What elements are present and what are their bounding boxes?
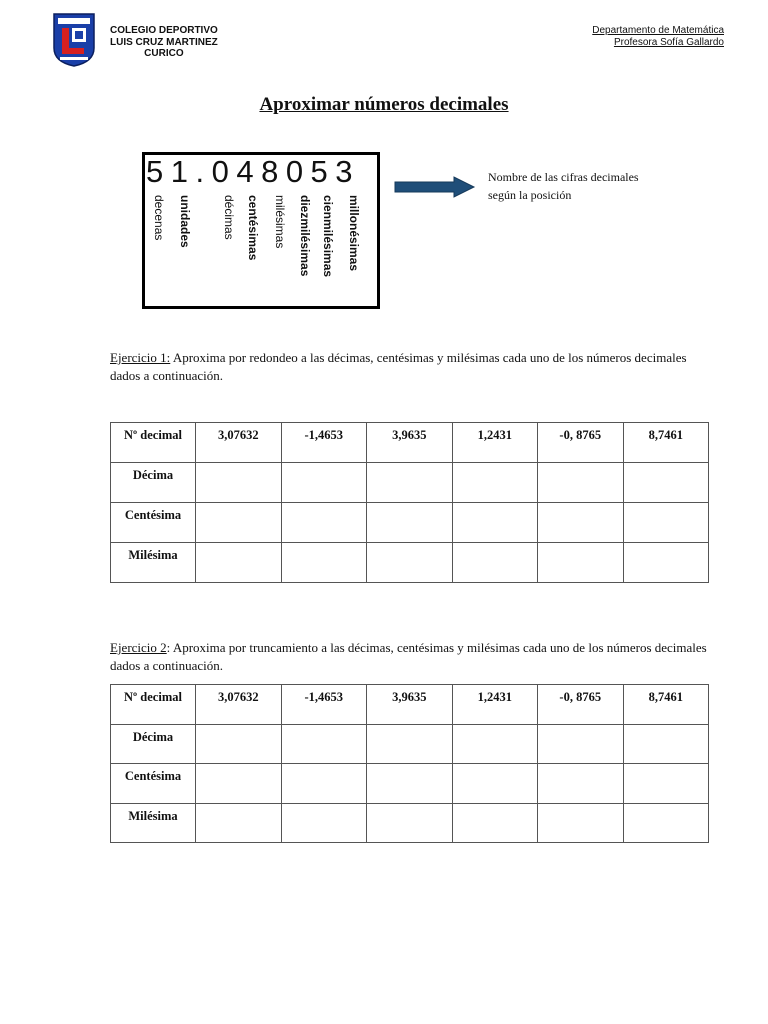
number-cell: 1,2431 xyxy=(452,685,538,725)
answer-cell[interactable] xyxy=(281,724,367,764)
place-millonesimas: millonésimas xyxy=(347,195,361,272)
row-label-milesima: Milésima xyxy=(111,543,196,583)
number-cell: -0, 8765 xyxy=(538,685,624,725)
answer-cell[interactable] xyxy=(196,543,282,583)
answer-cell[interactable] xyxy=(452,463,538,503)
answer-cell[interactable] xyxy=(367,764,453,804)
table-row xyxy=(111,764,709,804)
diagram-note xyxy=(488,168,639,204)
answer-cell[interactable] xyxy=(538,503,624,543)
exercise-2-text: : Aproxima por truncamiento a las décimas, centésimas y milésimas cada uno de los números decimales dados a continuación. xyxy=(110,640,707,673)
diagram-note-line-1: Nombre de las cifras decimales xyxy=(488,170,639,184)
diagram-note-line-2: según la posición xyxy=(488,188,572,202)
place-decenas: decenas xyxy=(152,195,166,241)
answer-cell[interactable] xyxy=(196,803,282,843)
answer-cell[interactable] xyxy=(367,543,453,583)
exercise-2-table xyxy=(110,684,709,843)
answer-cell[interactable] xyxy=(281,503,367,543)
answer-cell[interactable] xyxy=(281,764,367,804)
answer-cell[interactable] xyxy=(367,503,453,543)
answer-cell[interactable] xyxy=(623,503,709,543)
exercise-1-instructions xyxy=(110,349,710,385)
answer-cell[interactable] xyxy=(538,724,624,764)
answer-cell[interactable] xyxy=(452,803,538,843)
school-name-line-3: CURICO xyxy=(144,48,184,59)
row-label-decima: Décima xyxy=(111,724,196,764)
answer-cell[interactable] xyxy=(196,764,282,804)
number-cell: 3,07632 xyxy=(196,423,282,463)
answer-cell[interactable] xyxy=(538,543,624,583)
school-crest-icon xyxy=(52,12,96,68)
answer-cell[interactable] xyxy=(281,803,367,843)
number-cell: -1,4653 xyxy=(281,685,367,725)
row-label-centesima: Centésima xyxy=(111,503,196,543)
answer-cell[interactable] xyxy=(281,543,367,583)
page-title: Aproximar números decimales xyxy=(259,94,509,115)
number-cell: 8,7461 xyxy=(623,423,709,463)
table-row xyxy=(111,724,709,764)
number-cell: 3,9635 xyxy=(367,423,453,463)
table-header-row xyxy=(111,423,709,463)
exercise-1-text: Aproxima por redondeo a las décimas, centésimas y milésimas cada uno de los números decimales dados a continuación. xyxy=(110,350,687,383)
header-cell: Nº decimal xyxy=(111,685,196,725)
answer-cell[interactable] xyxy=(367,803,453,843)
number-cell: 3,9635 xyxy=(367,685,453,725)
table-header-row xyxy=(111,685,709,725)
school-name-line-2: LUIS CRUZ MARTINEZ xyxy=(110,36,218,48)
row-label-milesima: Milésima xyxy=(111,803,196,843)
exercise-2-instructions xyxy=(110,639,710,675)
number-cell: -1,4653 xyxy=(281,423,367,463)
header-cell: Nº decimal xyxy=(111,423,196,463)
answer-cell[interactable] xyxy=(623,543,709,583)
diagram-number: 51.048053 xyxy=(146,154,361,189)
answer-cell[interactable] xyxy=(452,543,538,583)
teacher-name: Profesora Sofía Gallardo xyxy=(613,37,724,48)
answer-cell[interactable] xyxy=(538,463,624,503)
answer-cell[interactable] xyxy=(196,463,282,503)
answer-cell[interactable] xyxy=(452,503,538,543)
answer-cell[interactable] xyxy=(196,724,282,764)
answer-cell[interactable] xyxy=(623,463,709,503)
place-decimas: décimas xyxy=(222,195,236,240)
place-diezmilesimas: diezmilésimas xyxy=(298,195,312,277)
right-arrow-icon xyxy=(394,176,476,198)
exercise-1-label: Ejercicio 1: xyxy=(110,350,171,365)
answer-cell[interactable] xyxy=(452,724,538,764)
exercise-1-table xyxy=(110,422,709,583)
place-milesimas: milésimas xyxy=(273,195,287,249)
number-cell: -0, 8765 xyxy=(538,423,624,463)
answer-cell[interactable] xyxy=(452,764,538,804)
answer-cell[interactable] xyxy=(367,463,453,503)
place-unidades: unidades xyxy=(178,195,192,248)
department-info xyxy=(592,25,724,49)
table-row xyxy=(111,543,709,583)
school-name xyxy=(110,25,218,60)
answer-cell[interactable] xyxy=(623,803,709,843)
number-cell: 8,7461 xyxy=(623,685,709,725)
table-row xyxy=(111,503,709,543)
department-name: Departamento de Matemática xyxy=(592,25,724,36)
exercise-2-label: Ejercicio 2 xyxy=(110,640,167,655)
table-row xyxy=(111,803,709,843)
place-centesimas: centésimas xyxy=(246,195,260,261)
number-cell: 1,2431 xyxy=(452,423,538,463)
place-cienmilesimas: cienmilésimas xyxy=(321,195,335,278)
number-cell: 3,07632 xyxy=(196,685,282,725)
answer-cell[interactable] xyxy=(367,724,453,764)
school-name-line-1: COLEGIO DEPORTIVO xyxy=(110,25,218,36)
row-label-decima: Décima xyxy=(111,463,196,503)
row-label-centesima: Centésima xyxy=(111,764,196,804)
answer-cell[interactable] xyxy=(196,503,282,543)
table-row xyxy=(111,463,709,503)
answer-cell[interactable] xyxy=(623,764,709,804)
answer-cell[interactable] xyxy=(538,803,624,843)
answer-cell[interactable] xyxy=(623,724,709,764)
answer-cell[interactable] xyxy=(281,463,367,503)
answer-cell[interactable] xyxy=(538,764,624,804)
